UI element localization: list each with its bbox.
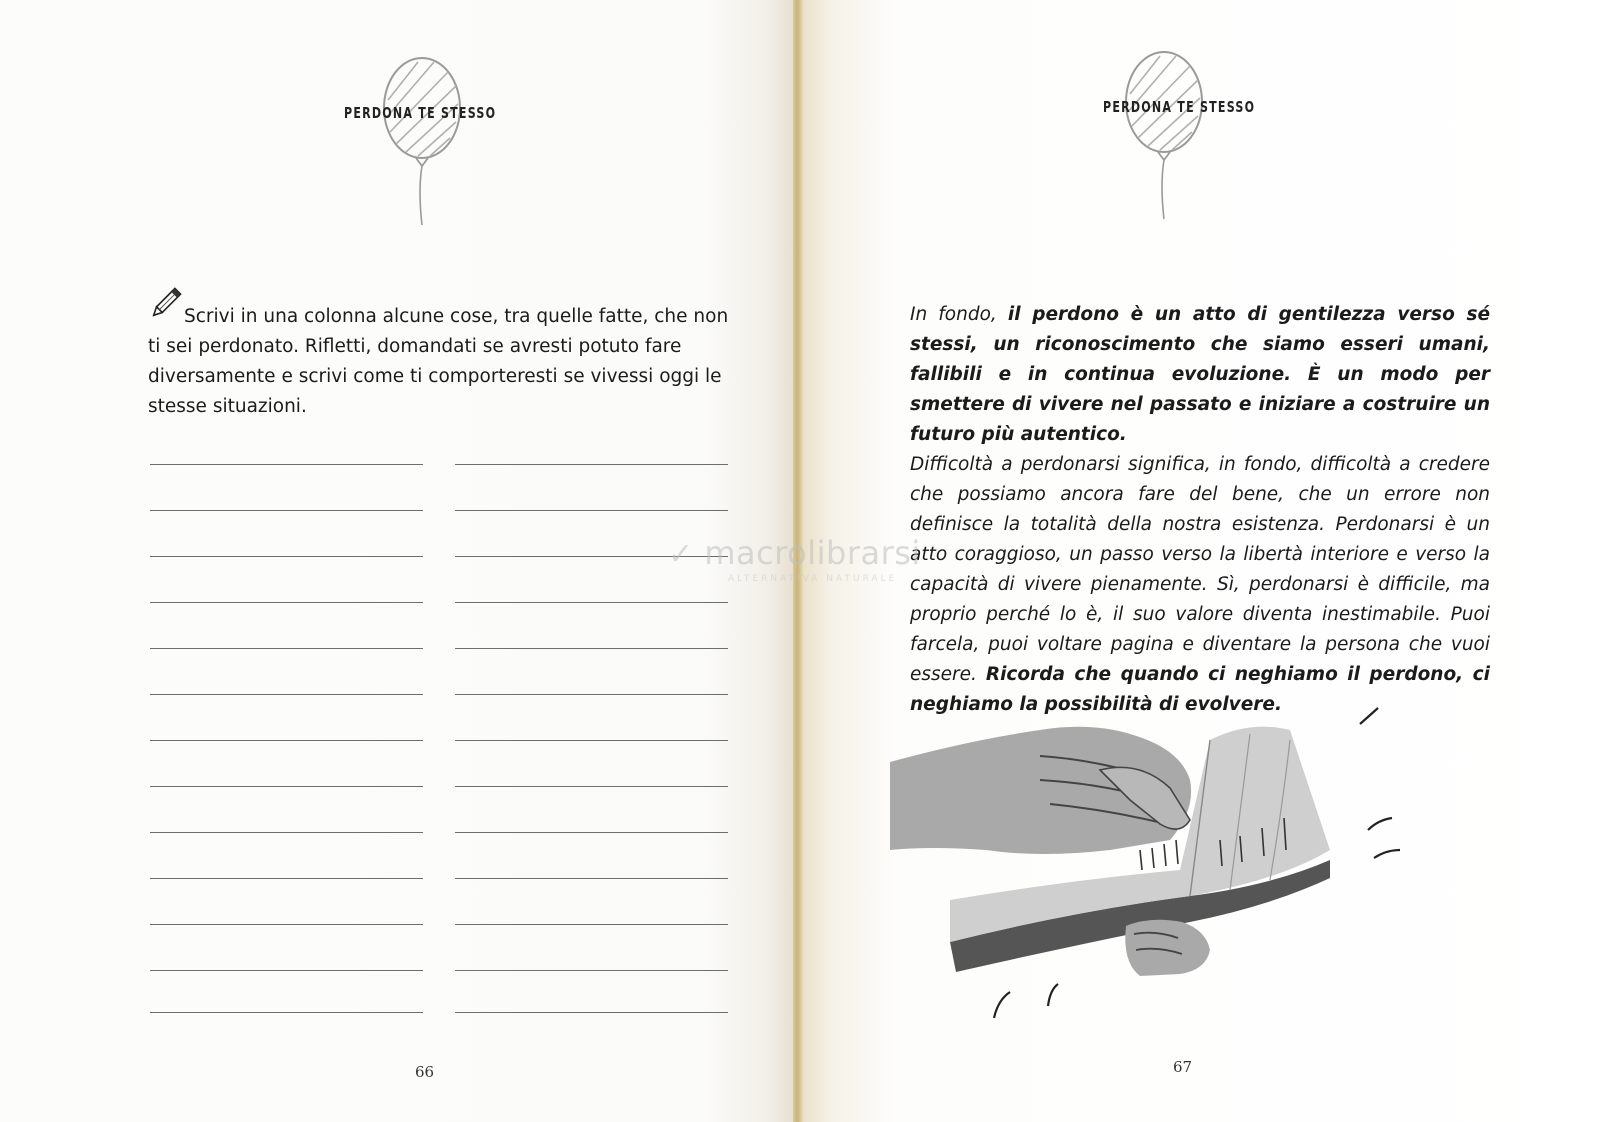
writing-line — [150, 648, 423, 649]
writing-line — [150, 786, 423, 787]
writing-line — [455, 1012, 728, 1013]
writing-line — [150, 1012, 423, 1013]
writing-line — [150, 464, 423, 465]
body-run: il perdono è un atto di gentilezza verso sé stessi, un riconoscimento che siamo esseri umani, fallibili e in continua evoluzione. È un modo per smettere di vivere nel passato e iniziare a costruire un futuro più autentico. — [910, 304, 1490, 445]
hand-flipping-book-illustration — [890, 700, 1430, 1030]
balloon-icon — [372, 40, 472, 230]
writing-line — [150, 694, 423, 695]
body-paragraph — [910, 450, 1490, 720]
writing-line — [150, 970, 423, 971]
body-text — [910, 300, 1490, 720]
watermark-logo — [668, 534, 921, 572]
writing-line — [455, 464, 728, 465]
writing-line — [455, 740, 728, 741]
writing-line — [150, 878, 423, 879]
writing-line — [150, 602, 423, 603]
writing-line — [455, 602, 728, 603]
writing-line — [455, 832, 728, 833]
writing-line — [455, 694, 728, 695]
page-number: 66 — [415, 1063, 435, 1081]
instruction-text — [148, 302, 738, 422]
body-run: Ricorda che quando ci neghiamo il perdono, ci neghiamo la possibilità di evolvere. — [910, 664, 1490, 715]
writing-line — [455, 878, 728, 879]
watermark-brand: macrolibrarsi — [704, 534, 921, 572]
writing-line — [455, 648, 728, 649]
running-head: PERDONA TE STESSO — [344, 104, 497, 122]
body-paragraph — [910, 300, 1490, 450]
writing-line — [455, 510, 728, 511]
writing-line — [150, 510, 423, 511]
writing-line — [455, 924, 728, 925]
body-run: Difficoltà a perdonarsi significa, in fondo, difficoltà a credere che possiamo ancora fare del bene, che un errore non definisce la totalità della nostra esistenza. Perdonarsi è un atto coraggioso, un passo verso la libertà interiore e verso la capacità di vivere pienamente. Sì, perdonarsi è difficile, ma proprio perché lo è, il suo valore diventa inestimabile. Puoi farcela, puoi voltare pagina e diventare la persona che vuoi essere. — [910, 454, 1490, 685]
writing-line — [455, 786, 728, 787]
watermark-check-icon: ✓ — [668, 537, 694, 572]
page-number: 67 — [1173, 1058, 1193, 1076]
watermark-tagline: ALTERNATIVA NATURALE — [728, 574, 898, 584]
instruction-paragraph: Scrivi in una colonna alcune cose, tra quelle fatte, che non ti sei perdonato. Rifletti, domandati se avresti potuto fare diversamente e scrivi come ti comporteresti se vivessi oggi le stesse situazioni. — [148, 306, 729, 417]
writing-line — [455, 970, 728, 971]
writing-line — [150, 924, 423, 925]
writing-line — [150, 556, 423, 557]
writing-line — [150, 832, 423, 833]
writing-line — [150, 740, 423, 741]
balloon-icon — [1114, 34, 1214, 224]
running-head: PERDONA TE STESSO — [1103, 98, 1256, 116]
body-run: In fondo, — [910, 304, 1008, 325]
